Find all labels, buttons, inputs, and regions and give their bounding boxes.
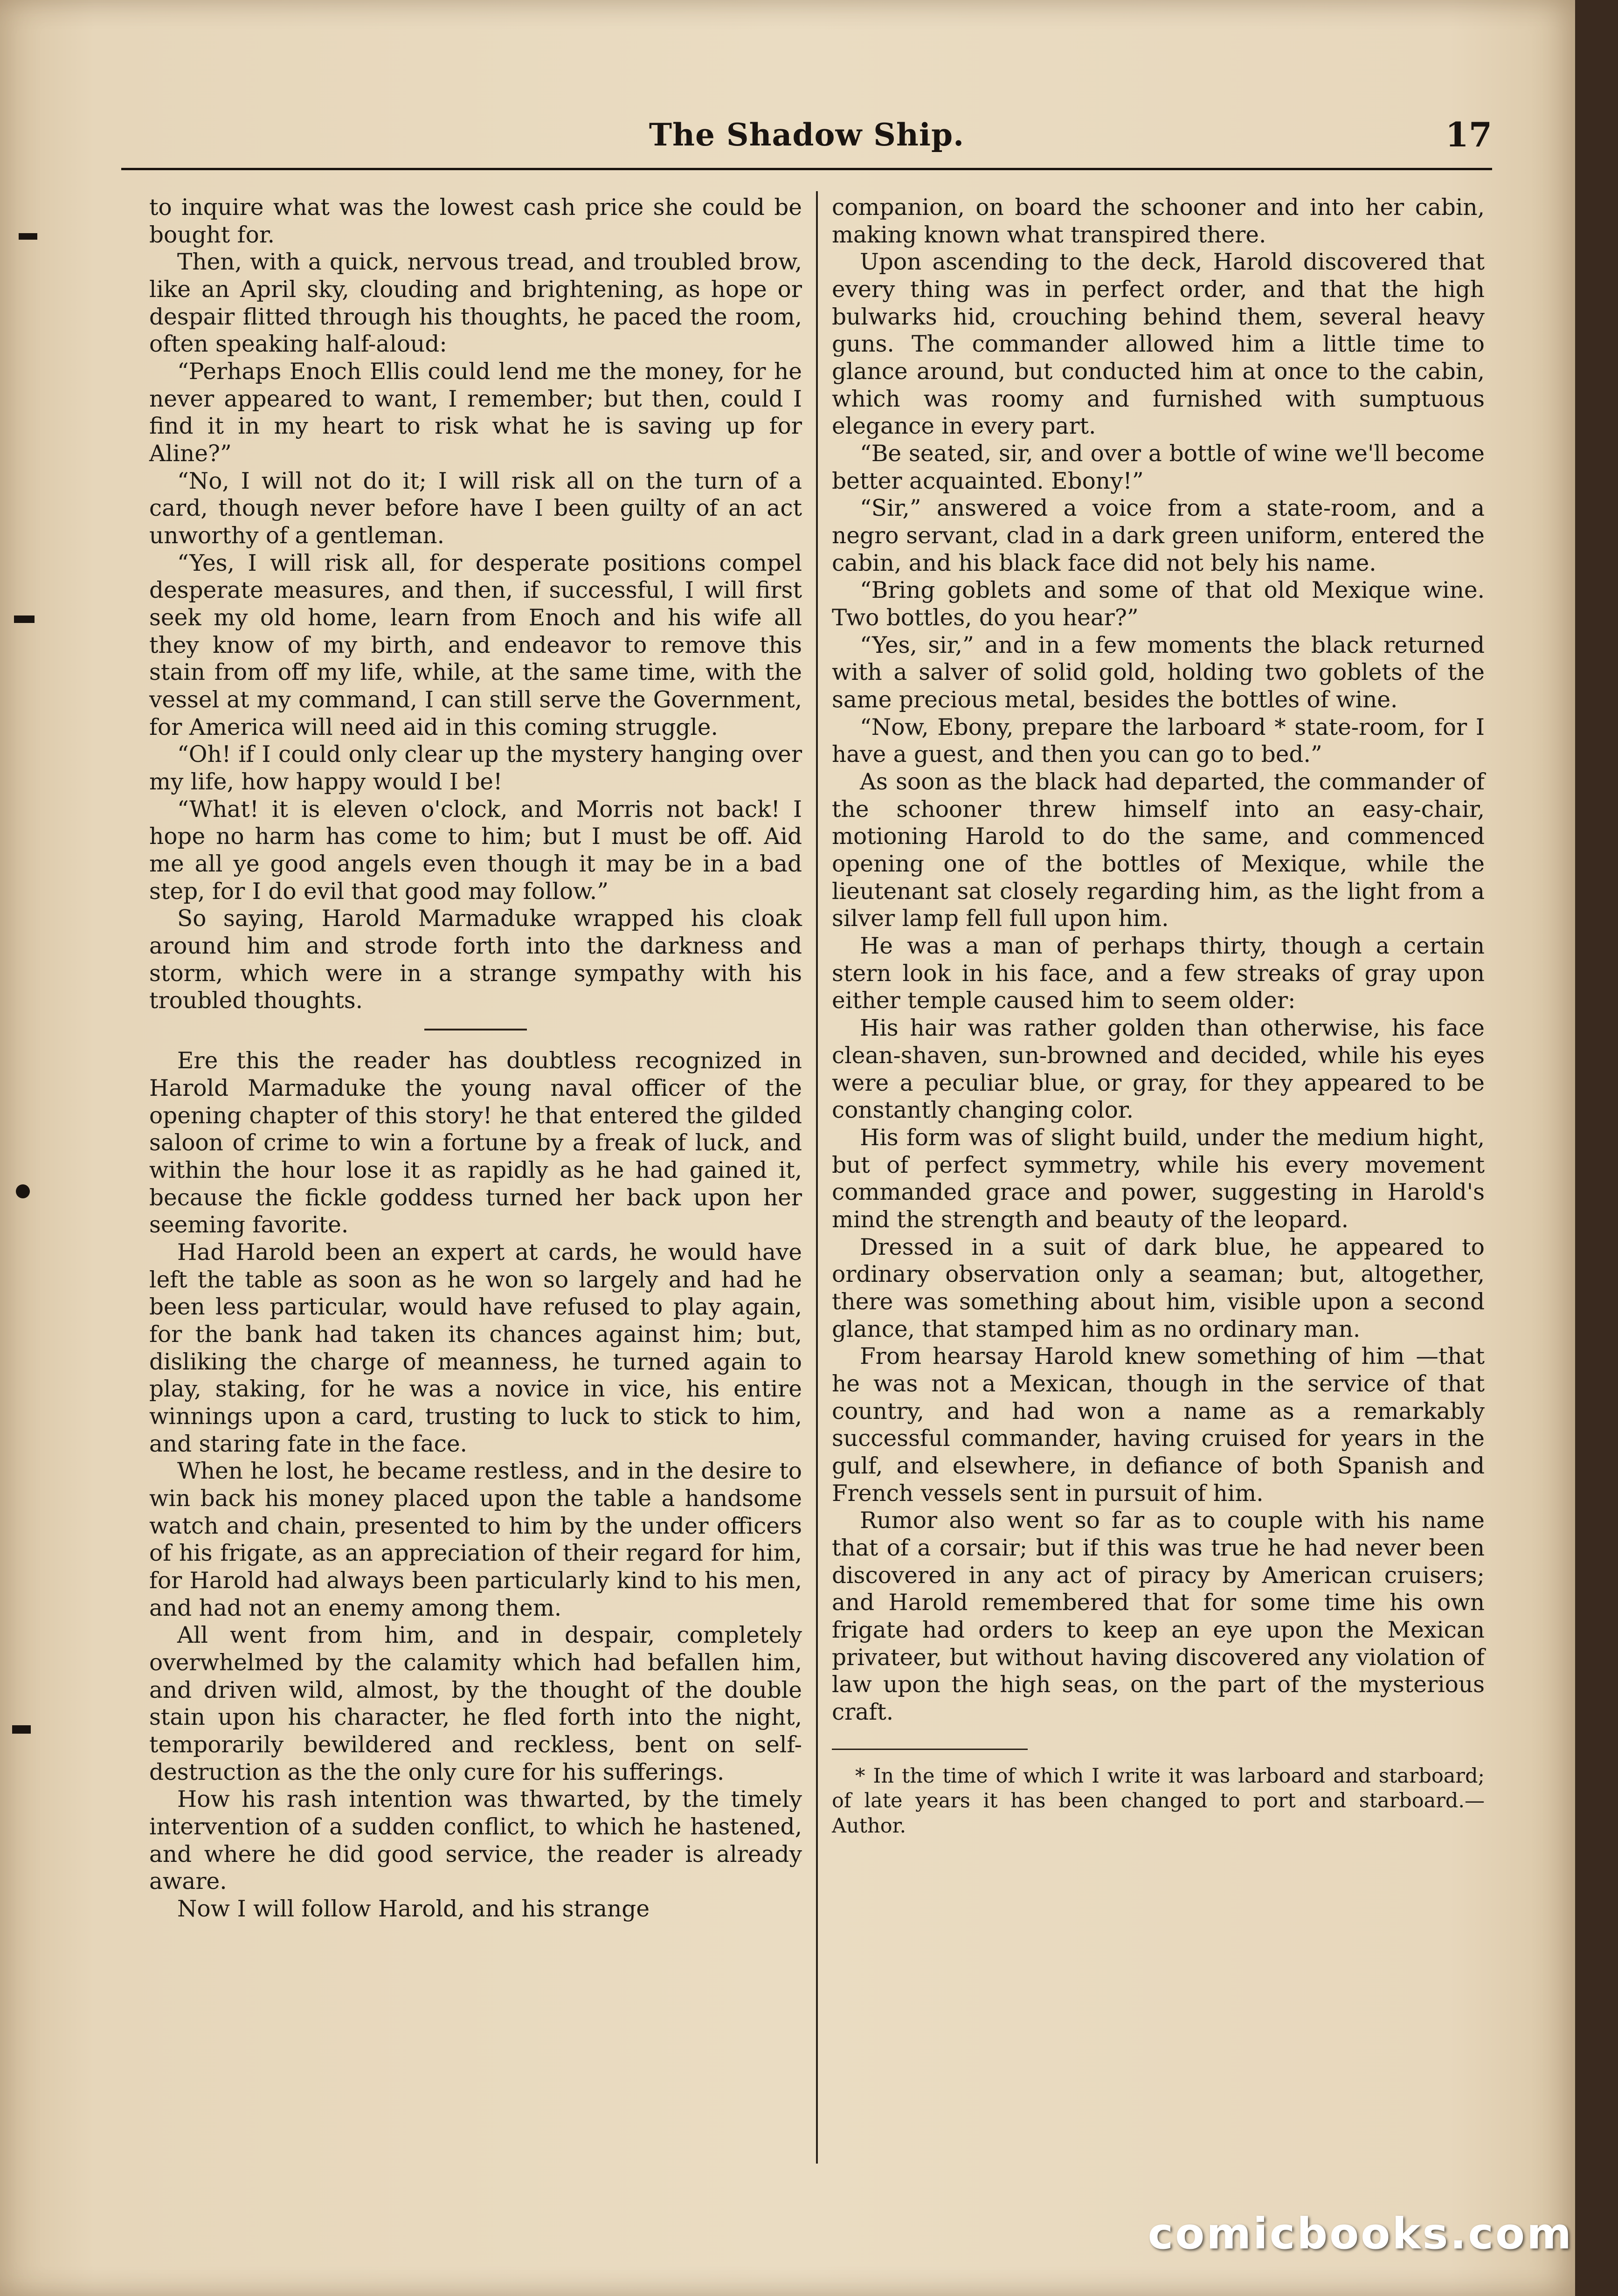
footnote-text: * In the time of which I write it was larboard and starboard; of late years it has been changed to port and starboard.—Author.: [832, 1764, 1485, 1838]
paragraph: Rumor also went so far as to couple with his name that of a corsair; but if this was true he had never been discovered in any act of piracy by American cruisers; and Harold remembered that for some time his own frigate had orders to keep an eye upon the Mexican privateer, but without having discovered any violation of law upon the high seas, on the part of the mysterious craft.: [832, 1508, 1485, 1725]
margin-mark: [14, 615, 35, 623]
paragraph: “Now, Ebony, prepare the larboard * state-room, for I have a guest, and then you can go to bed.”: [832, 714, 1485, 768]
section-rule: [424, 1029, 527, 1030]
paragraph: He was a man of perhaps thirty, though a certain stern look in his face, and a few streaks of gray upon either temple caused him to seem older:: [832, 933, 1485, 1014]
paragraph: companion, on board the schooner and into her cabin, making known what transpired there.: [832, 194, 1485, 248]
right-column: [832, 194, 1485, 1839]
margin-mark: [12, 1725, 31, 1734]
paragraph: Upon ascending to the deck, Harold discovered that every thing was in perfect order, and that the high bulwarks hid, crouching behind them, several heavy guns. The commander allowed him a little time to glance around, but conducted him at once to the cabin, which was roomy and furnished with sumptuous elegance in every part.: [832, 249, 1485, 440]
paragraph: His form was of slight build, under the medium hight, but of perfect symmetry, while his every movement commanded grace and power, suggesting in Harold's mind the strength and beauty of the leopard.: [832, 1124, 1485, 1233]
paragraph: “Be seated, sir, and over a bottle of wine we'll become better acquainted. Ebony!”: [832, 441, 1485, 494]
page-header: [121, 112, 1492, 170]
margin-mark: [16, 1184, 30, 1198]
paragraph: “What! it is eleven o'clock, and Morris not back! I hope no harm has come to him; but I must be off. Aid me all ye good angels even though it may be in a bad step, for I do evil that good may follow.”: [149, 796, 802, 905]
paragraph: Dressed in a suit of dark blue, he appeared to ordinary observation only a seaman; but, altogether, there was something about him, visible upon a second glance, that stamped him as no ordinary man.: [832, 1234, 1485, 1342]
paragraph: Ere this the reader has doubtless recognized in Harold Marmaduke the young naval officer of the opening chapter of this story! he that entered the gilded saloon of crime to win a fortune by a freak of luck, and within the hour lose it as rapidly as he had gained it, because the fickle goddess turned her back upon her seeming favorite.: [149, 1048, 802, 1238]
footnote-rule: [832, 1749, 1028, 1750]
paragraph: to inquire what was the lowest cash price she could be bought for.: [149, 194, 802, 248]
left-column: [149, 194, 802, 1923]
paragraph: “Sir,” answered a voice from a state-room, and a negro servant, clad in a dark green uniform, entered the cabin, and his black face did not bely his name.: [832, 495, 1485, 576]
paragraph: All went from him, and in despair, completely overwhelmed by the calamity which had befallen him, and driven wild, almost, by the thought of the double stain upon his character, he fled forth into the night, temporarily bewildered and reckless, bent on self-destruction as the the only cure for his sufferings.: [149, 1622, 802, 1785]
paragraph: Now I will follow Harold, and his strange: [177, 1895, 650, 1922]
footnote: [832, 1764, 1485, 1839]
paragraph: His hair was rather golden than otherwise, his face clean-shaven, sun-browned and decided, while his eyes were a peculiar blue, or gray, for they appeared to be constantly changing color.: [832, 1015, 1485, 1124]
paragraph: From hearsay Harold knew something of him —that he was not a Mexican, though in the service of that country, and had won a name as a remarkably successful commander, having cruised for years in the gulf, and elsewhere, in defiance of both Spanish and French vessels sent in pursuit of him.: [832, 1343, 1485, 1507]
paragraph: Then, with a quick, nervous tread, and troubled brow, like an April sky, clouding and brightening, as hope or despair flitted through his thoughts, he paced the room, often speaking half-aloud:: [149, 249, 802, 358]
paragraph: So saying, Harold Marmaduke wrapped his cloak around him and strode forth into the darkness and storm, which were in a strange sympathy with his troubled thoughts.: [149, 906, 802, 1014]
paragraph: “Yes, sir,” and in a few moments the black returned with a salver of solid gold, holding two goblets of the same precious metal, besides the bottles of wine.: [832, 632, 1485, 713]
paragraph: “Yes, I will risk all, for desperate positions compel desperate measures, and then, if successful, I will first seek my old home, learn from Enoch and his wife all they know of my birth, and endeavor to remove this stain from off my life, while, at the same time, with the vessel at my command, I can still serve the Government, for America will need aid in this coming struggle.: [149, 550, 802, 740]
watermark: comicbooks.com: [1148, 2209, 1573, 2259]
paragraph: “Perhaps Enoch Ellis could lend me the money, for he never appeared to want, I remember; but then, could I find it in my heart to risk what he is saving up for Aline?”: [149, 359, 802, 467]
paragraph: When he lost, he became restless, and in the desire to win back his money placed upon the table a handsome watch and chain, presented to him by the under officers of his frigate, as an appreciation of their regard for him, for Harold had always been particularly kind to his men, and had not an enemy among them.: [149, 1458, 802, 1621]
paragraph: “No, I will not do it; I will risk all on the turn of a card, though never before have I been guilty of an act unworthy of a gentleman.: [149, 468, 802, 549]
paragraph: “Bring goblets and some of that old Mexique wine. Two bottles, do you hear?”: [832, 577, 1485, 631]
page-number: 17: [1445, 115, 1492, 154]
paragraph: Had Harold been an expert at cards, he would have left the table as soon as he won so largely and had he been less particular, would have refused to play again, for the bank had taken its chances against him; but, disliking the charge of meanness, he turned again to play, staking, for he was a novice in vice, his entire winnings upon a card, trusting to luck to stick to him, and staring fate in the face.: [149, 1239, 802, 1457]
paragraph: How his rash intention was thwarted, by the timely intervention of a sudden conflict, to which he hastened, and where he did good service, the reader is already aware.: [149, 1786, 802, 1895]
paragraph: As soon as the black had departed, the commander of the schooner threw himself into an easy-chair, motioning Harold to do the same, and commenced opening one of the bottles of Mexique, while the lieutenant sat closely regarding him, as the light from a silver lamp fell full upon him.: [832, 769, 1485, 932]
running-title: The Shadow Ship.: [649, 117, 965, 153]
column-divider: [816, 191, 818, 2164]
margin-mark: [19, 233, 37, 240]
paragraph: “Oh! if I could only clear up the mystery hanging over my life, how happy would I be!: [149, 741, 802, 795]
